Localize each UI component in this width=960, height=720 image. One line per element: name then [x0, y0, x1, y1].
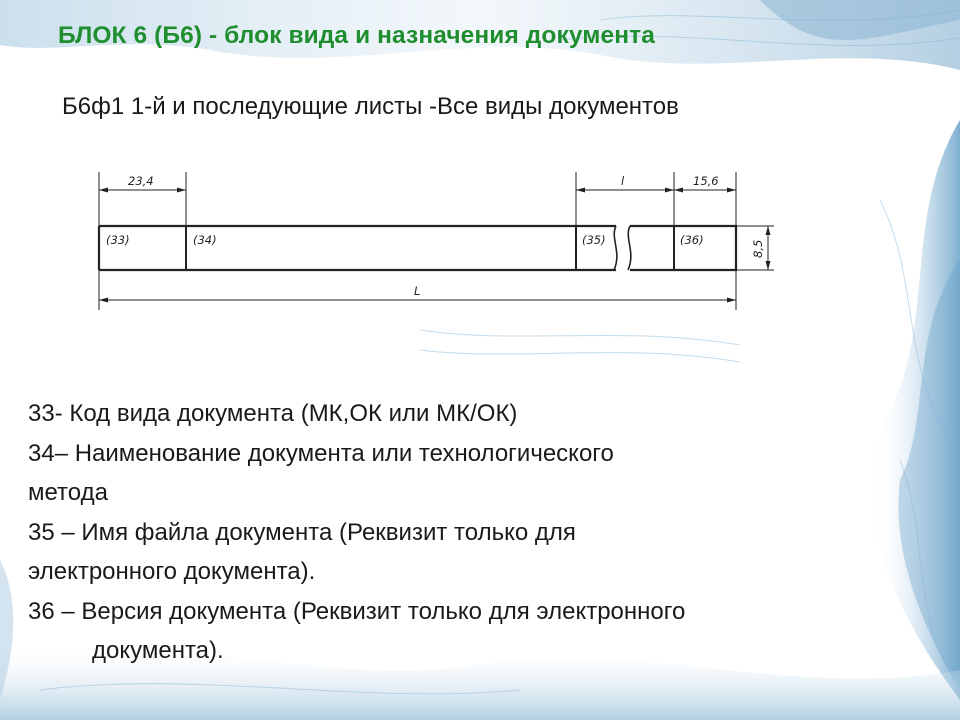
arrow-33-right [177, 188, 186, 193]
field-label-35: (35) [582, 233, 606, 247]
block-drawing [94, 152, 778, 320]
legend-item-36 [28, 592, 928, 671]
field-label-34: (34) [193, 233, 217, 247]
arrow-33-left [99, 188, 108, 193]
arrow-height-top [766, 226, 771, 235]
break-line-right [628, 226, 631, 270]
slide-title: БЛОК 6 (Б6) - блок вида и назначения документа [58, 22, 655, 49]
legend-item-34-line-1: 34– Наименование документа или технологического [28, 439, 614, 467]
arrow-total-right [727, 298, 736, 303]
legend-item-34-line-2: метода [28, 479, 108, 506]
slide-subtitle: Б6ф1 1-й и последующие листы -Все виды документов [62, 93, 679, 120]
arrow-height-bottom [766, 261, 771, 270]
dim-label-36-width: 15,6 [693, 174, 719, 188]
arrow-36-left [674, 188, 683, 193]
field-legend [28, 394, 928, 671]
block-drawing-panel [94, 152, 778, 320]
legend-item-36-line-2: документа). [92, 637, 224, 664]
legend-item-33-line-1: 33- Код вида документа (МК,ОК или МК/ОК) [28, 400, 518, 427]
dim-label-33-width: 23,4 [128, 174, 154, 188]
arrow-total-left [99, 298, 108, 303]
dim-label-total-width: L [414, 284, 421, 298]
legend-item-35-line-1: 35 – Имя файла документа (Реквизит только для [28, 518, 576, 546]
break-line-left [614, 226, 617, 270]
dim-label-35-width: l [621, 174, 625, 188]
legend-item-35-line-2: электронного документа). [28, 558, 316, 585]
legend-item-36-line-1: 36 – Версия документа (Реквизит только для электронного [28, 597, 686, 625]
arrow-35-left [576, 188, 585, 193]
field-label-36: (36) [680, 233, 704, 247]
legend-item-34 [28, 434, 928, 513]
arrow-36-right [727, 188, 736, 193]
arrow-35-right [665, 188, 674, 193]
legend-item-33 [28, 394, 928, 434]
dim-label-height: 8,5 [751, 239, 765, 258]
field-label-33: (33) [106, 233, 130, 247]
legend-item-35 [28, 513, 928, 592]
block-outline-left [99, 226, 616, 270]
